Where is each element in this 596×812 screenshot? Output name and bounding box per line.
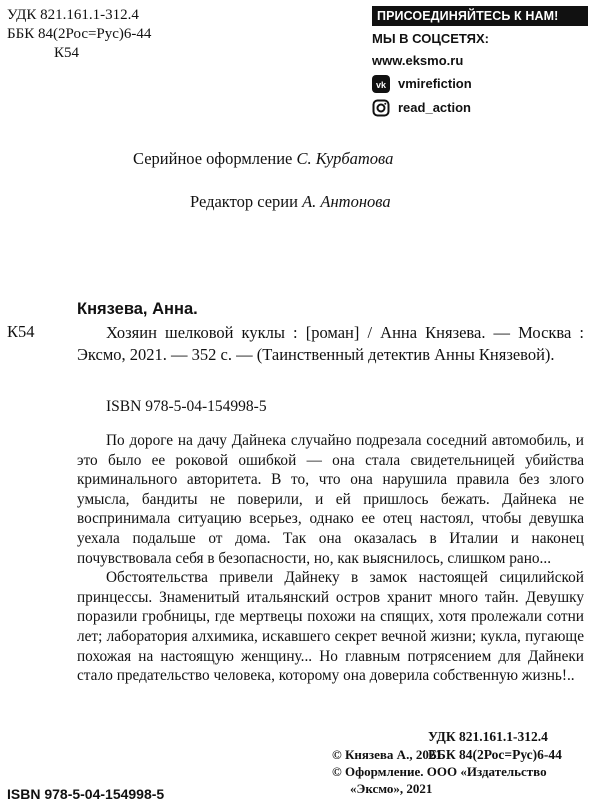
copyright-design: © Оформление. ООО «Издательство xyxy=(332,764,547,779)
editor-credit xyxy=(190,192,391,212)
catalog-codes xyxy=(7,6,151,63)
annotation-paragraph-2: Обстоятельства привели Дайнеку в замок настоящей сицилийской принцессы. Знаменитый итальянский остров хранит много тайн. Девушку поразили гробницы, где мертвецы похожи на спящих, хотя пролежали сотни лет; лаборатория алхимика, искавшего секрет вечной жизни; кукла, пугающе похожая на настоящую женщину... Но главным потрясением для Дайнеки стало предательство человека, которому она доверила собственную жизнь!.. xyxy=(77,569,584,685)
author-mark: К54 xyxy=(54,45,80,61)
copyright-block xyxy=(332,746,547,797)
copyright-design-cont: «Эксмо», 2021 xyxy=(350,781,433,796)
vk-icon xyxy=(372,75,390,93)
design-credit xyxy=(133,149,393,169)
entry-mark: К54 xyxy=(7,322,35,341)
social-block xyxy=(372,6,588,120)
design-name: С. Курбатова xyxy=(296,149,394,168)
instagram-handle[interactable]: read_action xyxy=(398,100,471,115)
instagram-row[interactable] xyxy=(372,96,588,120)
design-label: Серийное оформление xyxy=(133,149,293,168)
udk-code: УДК 821.161.1-312.4 xyxy=(7,7,139,23)
social-subtitle: МЫ В СОЦСЕТЯХ: xyxy=(372,31,490,46)
annotation-paragraph-1: По дороге на дачу Дайнека случайно подрезала соседний автомобиль, и это было ее роковой ошибкой — она стала свидетельницей убийства криминального авторитета. В то, что она нарушила правила без злого умысла, бандиты не поверили, и ей пришлось бежать. Дайнека не воспринимала ситуацию всерьез, однако ее отец настоял, чтобы девушка уехала подальше от дома. Так она оказалась в Италии и наконец почувствовала себя в безопасности, но, как выяснилось, слишком рано... xyxy=(77,432,584,567)
svg-text:vk: vk xyxy=(375,80,387,90)
footer-isbn: ISBN 978-5-04-154998-5 xyxy=(7,786,165,802)
copyright-author: © Князева А., 2021 xyxy=(332,747,442,762)
editor-label: Редактор серии xyxy=(190,192,298,211)
annotation xyxy=(77,431,584,686)
join-banner: ПРИСОЕДИНЯЙТЕСЬ К НАМ! xyxy=(372,6,588,26)
vk-row[interactable] xyxy=(372,72,588,96)
vk-handle[interactable]: vmirefiction xyxy=(398,76,472,91)
footer-bbk: ББК 84(2Рос=Рус)6-44 xyxy=(428,747,562,762)
entry-description: Хозяин шелковой куклы : [роман] / Анна Князева. — Москва : Эксмо, 2021. — 352 с. — (Таинственный детектив Анны Князевой). xyxy=(77,323,584,364)
website-link[interactable]: www.eksmo.ru xyxy=(372,53,464,68)
footer-udk: УДК 821.161.1-312.4 xyxy=(428,729,548,744)
editor-name: А. Антонова xyxy=(302,192,391,211)
bbk-code: ББК 84(2Рос=Рус)6-44 xyxy=(7,26,152,42)
entry-isbn: ISBN 978-5-04-154998-5 xyxy=(106,398,267,415)
entry-author: Князева, Анна. xyxy=(77,300,198,318)
instagram-icon xyxy=(372,99,390,117)
